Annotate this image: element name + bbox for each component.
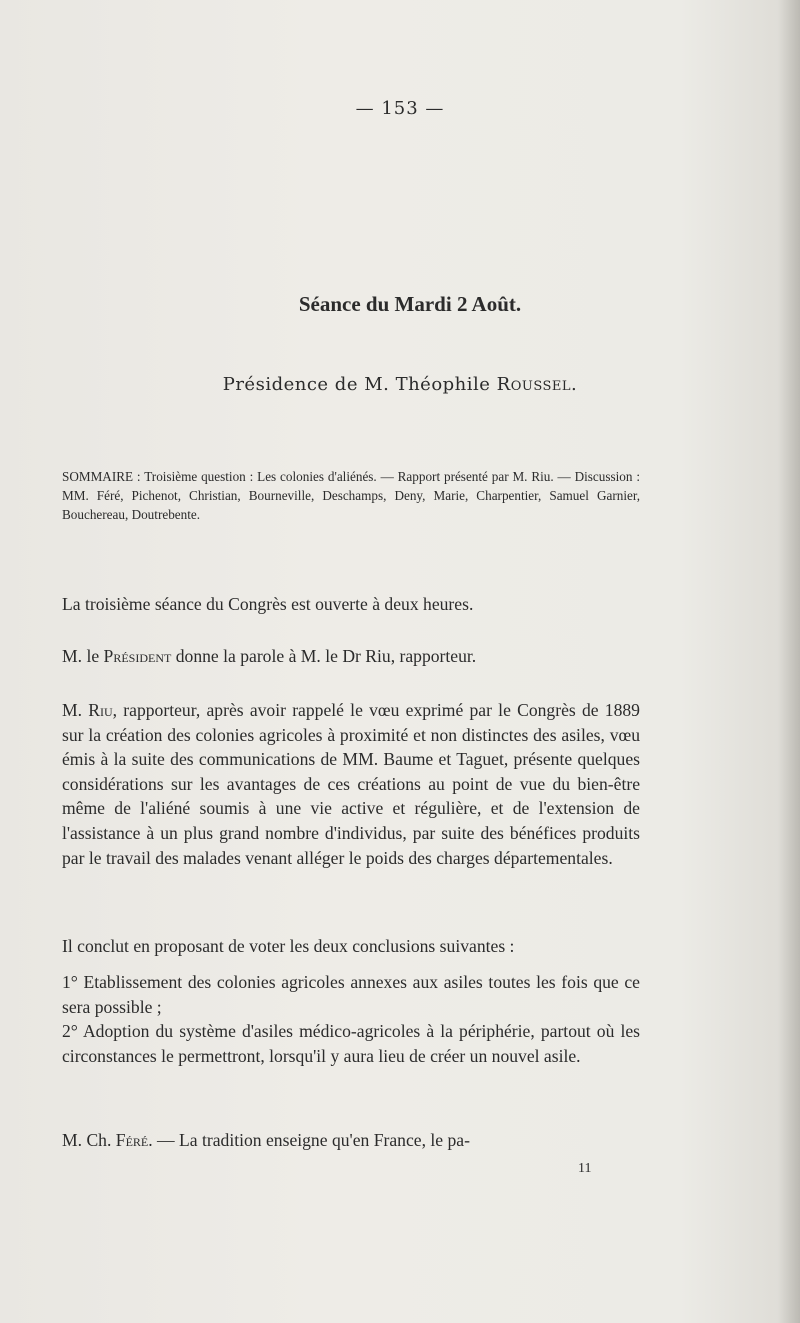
sommaire-label: SOMMAIRE (62, 469, 134, 484)
paragraph-fere (62, 1128, 640, 1153)
p3-name: Riu (88, 700, 113, 720)
paragraph-opening: La troisième séance du Congrès est ouverte à deux heures. (62, 594, 474, 614)
paragraph-conclusions-intro: Il conclut en proposant de voter les deux conclusions suivantes : (62, 936, 515, 956)
presidence-line (0, 374, 800, 395)
p7-name: Féré (115, 1130, 149, 1150)
paragraph-riu-report (62, 698, 640, 870)
session-title: Séance du Mardi 2 Août. (298, 292, 522, 316)
paragraph-conclusion-2: 2° Adoption du système d'asiles médico-agricoles à la périphérie, partout où les circonstances le permettront, lorsqu'il y aura lieu de créer un nouvel asile. (62, 1021, 640, 1066)
p7-prefix: M. Ch. (62, 1130, 116, 1150)
presidence-prefix: Présidence de M. Théophile (222, 374, 497, 395)
p3-prefix: M. (62, 700, 89, 720)
paragraph-president (62, 644, 640, 669)
p2-president: Président (103, 646, 172, 666)
page-number: — 153 — (355, 98, 445, 119)
presidence-suffix: . (571, 374, 578, 395)
p7-text: . — La tradition enseigne qu'en France, le pa- (148, 1130, 470, 1150)
signature-mark: 11 (578, 1161, 592, 1176)
p3-text: , rapporteur, après avoir rappelé le vœu exprimé par le Congrès de 1889 sur la création des colonies agricoles à proximité et non distinctes des asiles, vœu émis à la suite des communications de MM. Baume et Taguet, présente quelques considérations sur les avantages de ces créations au point de vue du bien-être même de l'aliéné soumis à une vie active et régulière, et de l'extension de l'assistance à un plus grand nombre d'individus, par suite des bénéfices produits par le travail des malades venant alléger le poids des charges départementales. (62, 700, 640, 868)
sommaire-text: : Troisième question : Les colonies d'aliénés. — Rapport présenté par M. Riu. — Discussion : MM. Féré, Pichenot, Christian, Bourneville, Deschamps, Deny, Marie, Charpentier, Samuel Garnier, Bouchereau, Doutrebente. (62, 469, 640, 522)
president-name: Roussel (496, 374, 572, 395)
p2-prefix: M. le (62, 646, 104, 666)
paragraph-conclusion-1: 1° Etablissement des colonies agricoles annexes aux asiles toutes les fois que ce sera possible ; (62, 972, 640, 1017)
page-edge-shadow (778, 0, 800, 1323)
sommaire-block (62, 467, 640, 524)
p2-suffix: donne la parole à M. le Dr Riu, rapporteur. (171, 646, 477, 666)
